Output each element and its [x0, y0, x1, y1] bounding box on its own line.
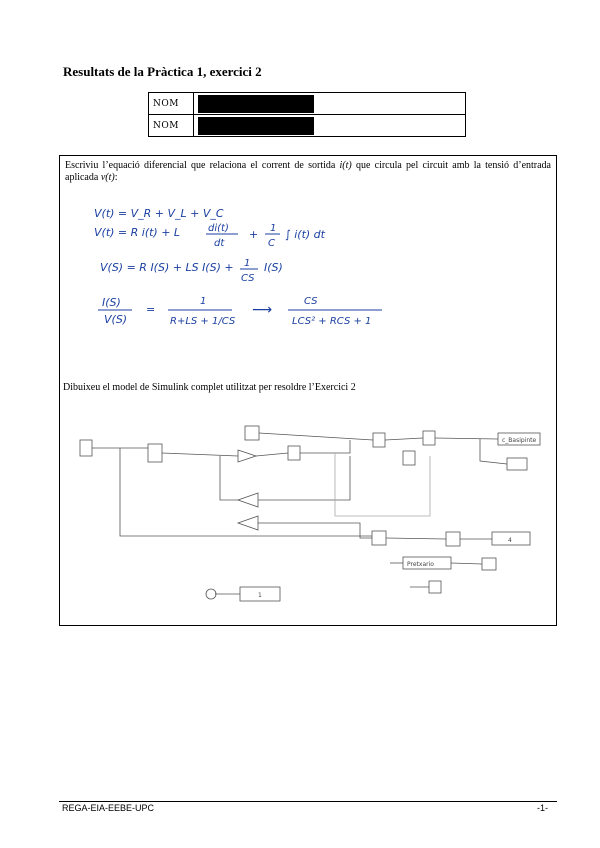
- page-title: Resultats de la Pràctica 1, exercici 2: [63, 64, 262, 79]
- question-1-text-before: Escriviu l’equació diferencial que relaciona el corrent de sortida: [65, 160, 340, 171]
- tf-mid-den: R+LS + 1/CS: [170, 316, 236, 327]
- top-block: [245, 426, 259, 440]
- tf-block-2: [446, 532, 460, 546]
- name-value: [194, 115, 466, 137]
- eq2-c-den: C: [268, 238, 275, 249]
- tf-arrow: ⟶: [252, 302, 273, 318]
- eq1: V(t) = V_R + V_L + V_C: [94, 207, 224, 220]
- int-block-3: [403, 451, 415, 465]
- eq2-frac-den: dt: [214, 238, 225, 249]
- clock-source: [206, 589, 216, 599]
- scope-1: [507, 458, 527, 470]
- tf-res-den: LCS² + RCS + 1: [292, 316, 372, 327]
- handwritten-equations: [60, 196, 558, 396]
- feedback-gain-2: [238, 516, 258, 530]
- name-table: [148, 92, 466, 137]
- eq2-integral: ∫ i(t) dt: [285, 228, 325, 241]
- tf-den: V(S): [104, 313, 128, 326]
- sum-block: [148, 444, 162, 462]
- result-block-label: 4: [508, 537, 512, 544]
- tf-block: [423, 431, 435, 445]
- question-2: Dibuixeu el model de Simulink complet utilitzat per resoldre l’Exercici 2: [63, 382, 356, 393]
- eq2-frac-num: di(t): [208, 223, 229, 234]
- name-label: NOM: [149, 93, 194, 115]
- scope-2: [482, 558, 496, 570]
- sum-block-2: [372, 531, 386, 545]
- question-1-text-middle: que circula pel circuit amb la tensió d’entrada aplicada: [65, 160, 551, 183]
- step-source-block: [80, 440, 92, 456]
- feedback-gain-1: [238, 493, 258, 507]
- name-row: [149, 93, 466, 115]
- integrator-2: [373, 433, 385, 447]
- out-block-label: c_Basipinte: [502, 437, 537, 444]
- eq2-plus: +: [249, 228, 259, 241]
- question-1-text-after: :: [114, 172, 118, 183]
- footer-rule: [59, 801, 557, 802]
- question-1: [65, 160, 551, 184]
- redaction-bar: [198, 117, 314, 135]
- tf-res-num: CS: [304, 296, 318, 307]
- name-label: NOM: [149, 115, 194, 137]
- name-row: [149, 115, 466, 137]
- simulink-diagram: [60, 406, 558, 616]
- eq3-left: V(S) = R I(S) + LS I(S) +: [100, 261, 234, 274]
- page-number: -1-: [537, 803, 548, 813]
- eq2-left: V(t) = R i(t) + L: [94, 226, 181, 239]
- const-block-label: 1: [258, 592, 262, 599]
- eq3-den: CS: [241, 273, 255, 284]
- tf-num: I(S): [102, 296, 121, 309]
- eq2-c-num: 1: [270, 223, 277, 234]
- scope-3: [429, 581, 441, 593]
- name-value: [194, 93, 466, 115]
- voltage-symbol: v(t): [100, 172, 115, 183]
- answer-box: [59, 155, 557, 626]
- footer-left: REGA-EIA-EEBE-UPC: [62, 803, 155, 813]
- tf-mid-num: 1: [200, 296, 207, 307]
- redaction-bar: [198, 95, 314, 113]
- eq3-num: 1: [244, 258, 251, 269]
- tf-eq: =: [146, 303, 156, 316]
- integrator-1: [288, 446, 300, 460]
- eq3-right: I(S): [264, 261, 283, 274]
- pretx-block-label: Pretxario: [407, 561, 434, 568]
- gain-top: [238, 450, 256, 462]
- current-symbol: i(t): [339, 160, 352, 171]
